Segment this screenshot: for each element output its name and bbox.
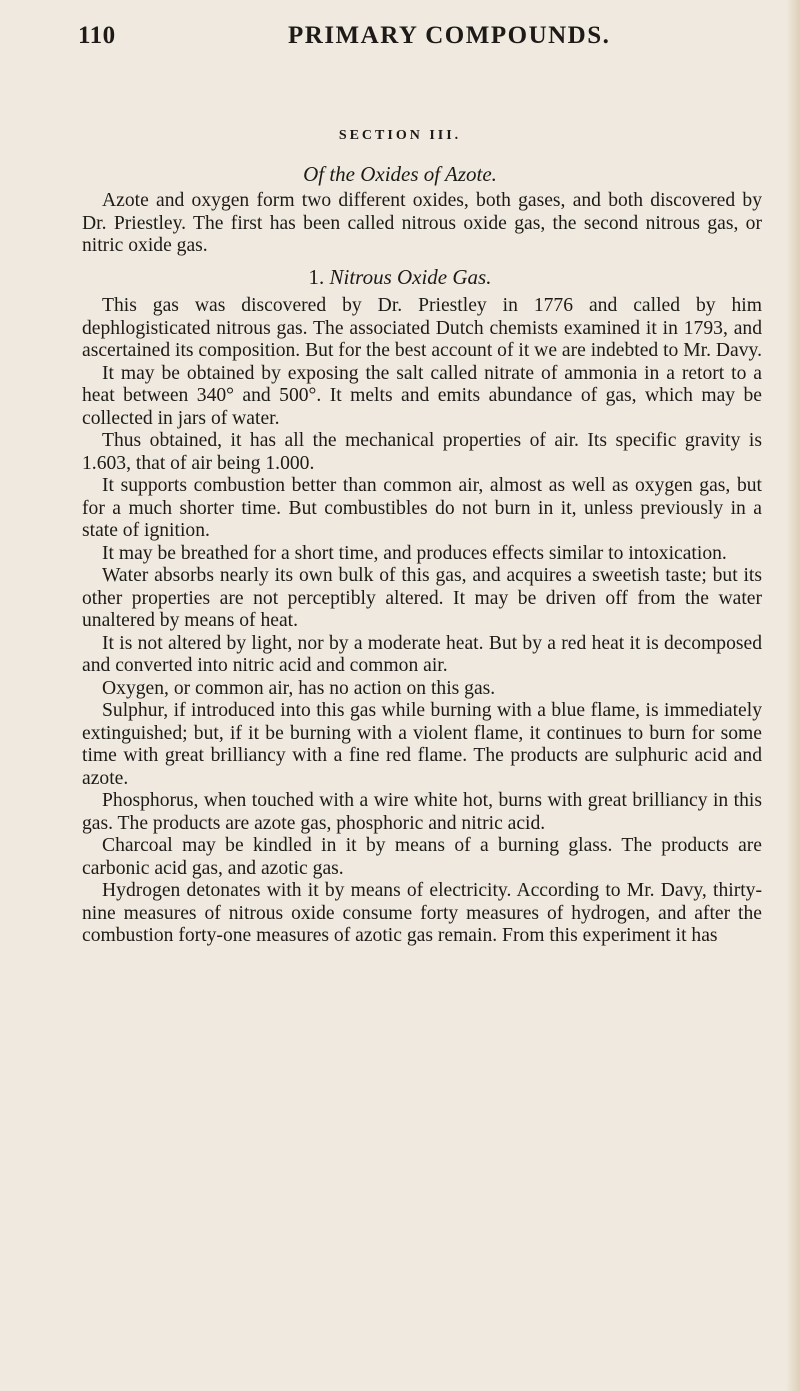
paragraph: Thus obtained, it has all the mechanical properties of air. Its specific gravity is 1.603, that of air being 1.000. xyxy=(82,430,762,474)
page-header xyxy=(78,22,768,58)
paragraph: It may be breathed for a short time, and produces effects similar to intoxication. xyxy=(102,542,727,564)
paragraph: Water absorbs nearly its own bulk of this gas, and acquires a sweetish taste; but its other properties are not perceptibly altered. It may be driven off from the water unaltered by means of heat. xyxy=(82,565,762,631)
paragraph: Sulphur, if introduced into this gas while burning with a blue flame, is immediately extinguished; but, if it be burning with a violent flame, it continues to burn for some time with great brilliancy with a fine red flame. The products are sulphuric acid and azote. xyxy=(82,700,762,789)
paragraph: It may be obtained by exposing the salt called nitrate of ammonia in a retort to a heat between 340° and 500°. It melts and emits abundance of gas, which may be collected in jars of water. xyxy=(82,362,762,429)
paragraph: This gas was discovered by Dr. Priestley in 1776 and called by him dephlogisticated nitrous gas. The associated Dutch chemists examined it in 1793, and ascertained its composition. But for the best account of it we are indebted to Mr. Davy. xyxy=(82,295,762,361)
body-text xyxy=(82,295,762,948)
paragraph: Oxygen, or common air, has no action on this gas. xyxy=(102,677,496,699)
subsection-number: 1. xyxy=(308,265,325,289)
intro-text: Azote and oxygen form two different oxides, both gases, and both discovered by Dr. Priestley. The first has been called nitrous oxide gas, the second nitrous gas, or nitric oxide gas. xyxy=(82,190,762,256)
running-title: PRIMARY COMPOUNDS. xyxy=(288,22,611,49)
paragraph: Phosphorus, when touched with a wire white hot, burns with great brilliancy in this gas. The products are azote gas, phosphoric and nitric acid. xyxy=(82,790,762,834)
page-number: 110 xyxy=(78,22,116,49)
paragraph: Hydrogen detonates with it by means of electricity. According to Mr. Davy, thirty-nine measures of nitrous oxide consume forty measures of hydrogen, and after the combustion forty-one measures of azotic gas remain. From this experiment it has xyxy=(82,880,762,946)
section-title: Of the Oxides of Azote. xyxy=(303,162,497,186)
section-label: SECTION III. xyxy=(338,128,462,143)
intro-paragraph xyxy=(82,190,762,258)
subsection-title: Nitrous Oxide Gas. xyxy=(329,265,492,289)
page-edge-shadow xyxy=(786,0,800,1391)
paragraph: It supports combustion better than common air, almost as well as oxygen gas, but for a much shorter time. But combustibles do not burn in it, unless previously in a state of ignition. xyxy=(82,475,762,541)
subsection-heading xyxy=(0,265,800,290)
paragraph: Charcoal may be kindled in it by means of a burning glass. The products are carbonic acid gas, and azotic gas. xyxy=(82,835,762,879)
paragraph: It is not altered by light, nor by a moderate heat. But by a red heat it is decomposed and converted into nitric acid and common air. xyxy=(82,632,762,676)
